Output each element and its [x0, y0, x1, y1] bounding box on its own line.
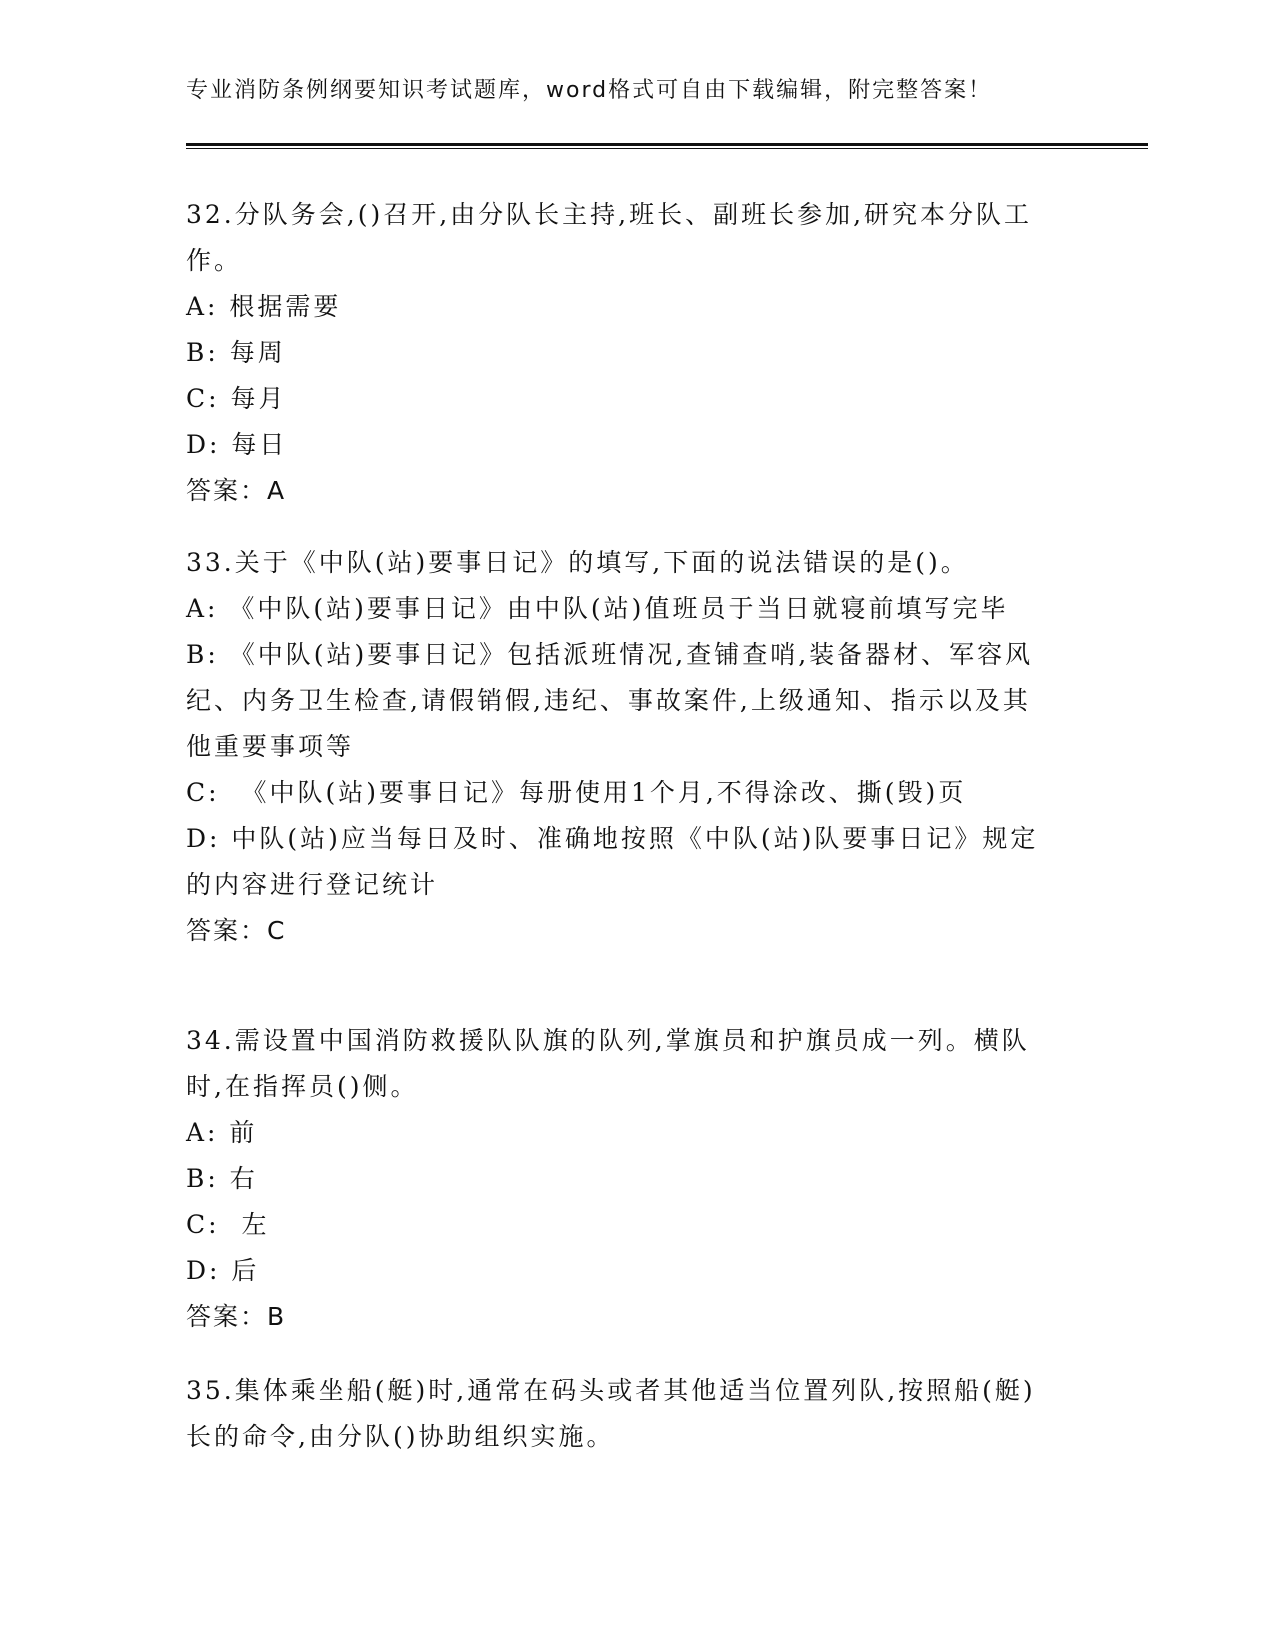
option-d: D: 中队(站)应当每日及时、准确地按照《中队(站)队要事日记》规定 — [186, 824, 1039, 853]
header-divider — [186, 143, 1148, 149]
question-35 — [186, 1368, 1076, 1460]
option-a: A: 根据需要 — [186, 292, 342, 321]
page-header: 专业消防条例纲要知识考试题库，word格式可自由下载编辑，附完整答案！ — [186, 78, 993, 103]
option-d: D: 后 — [186, 1256, 260, 1285]
option-d-continued: 的内容进行登记统计 — [186, 870, 439, 899]
question-stem-line: 35.集体乘坐船(艇)时,通常在码头或者其他适当位置列队,按照船(艇) — [186, 1376, 1036, 1405]
question-34 — [186, 1018, 1076, 1340]
option-b-continued: 纪、内务卫生检查,请假销假,违纪、事故案件,上级通知、指示以及其 — [186, 686, 1031, 715]
question-stem-line: 作。 — [186, 246, 243, 275]
option-c: C: 左 — [186, 1210, 270, 1239]
question-stem-line: 时,在指挥员()侧。 — [186, 1072, 419, 1101]
option-a: A: 前 — [186, 1118, 258, 1147]
question-stem-line: 33.关于《中队(站)要事日记》的填写,下面的说法错误的是()。 — [186, 548, 969, 577]
question-stem-line: 34.需设置中国消防救援队队旗的队列,掌旗员和护旗员成一列。横队 — [186, 1026, 1030, 1055]
answer: 答案：A — [186, 476, 287, 505]
question-33 — [186, 540, 1076, 954]
option-d: D: 每日 — [186, 430, 288, 459]
answer: 答案：B — [186, 1302, 287, 1331]
option-b: B: 《中队(站)要事日记》包括派班情况,查铺查哨,装备器材、军容风 — [186, 640, 1034, 669]
option-b-continued: 他重要事项等 — [186, 732, 355, 761]
question-32 — [186, 192, 1076, 514]
option-a: A: 《中队(站)要事日记》由中队(站)值班员于当日就寝前填写完毕 — [186, 594, 1009, 623]
question-stem-line: 长的命令,由分队()协助组织实施。 — [186, 1422, 615, 1451]
option-c: C: 《中队(站)要事日记》每册使用1个月,不得涂改、撕(毁)页 — [186, 778, 967, 807]
answer: 答案：C — [186, 916, 287, 945]
option-b: B: 每周 — [186, 338, 286, 367]
question-stem-line: 32.分队务会,()召开,由分队长主持,班长、副班长参加,研究本分队工 — [186, 200, 1033, 229]
option-b: B: 右 — [186, 1164, 258, 1193]
option-c: C: 每月 — [186, 384, 287, 413]
